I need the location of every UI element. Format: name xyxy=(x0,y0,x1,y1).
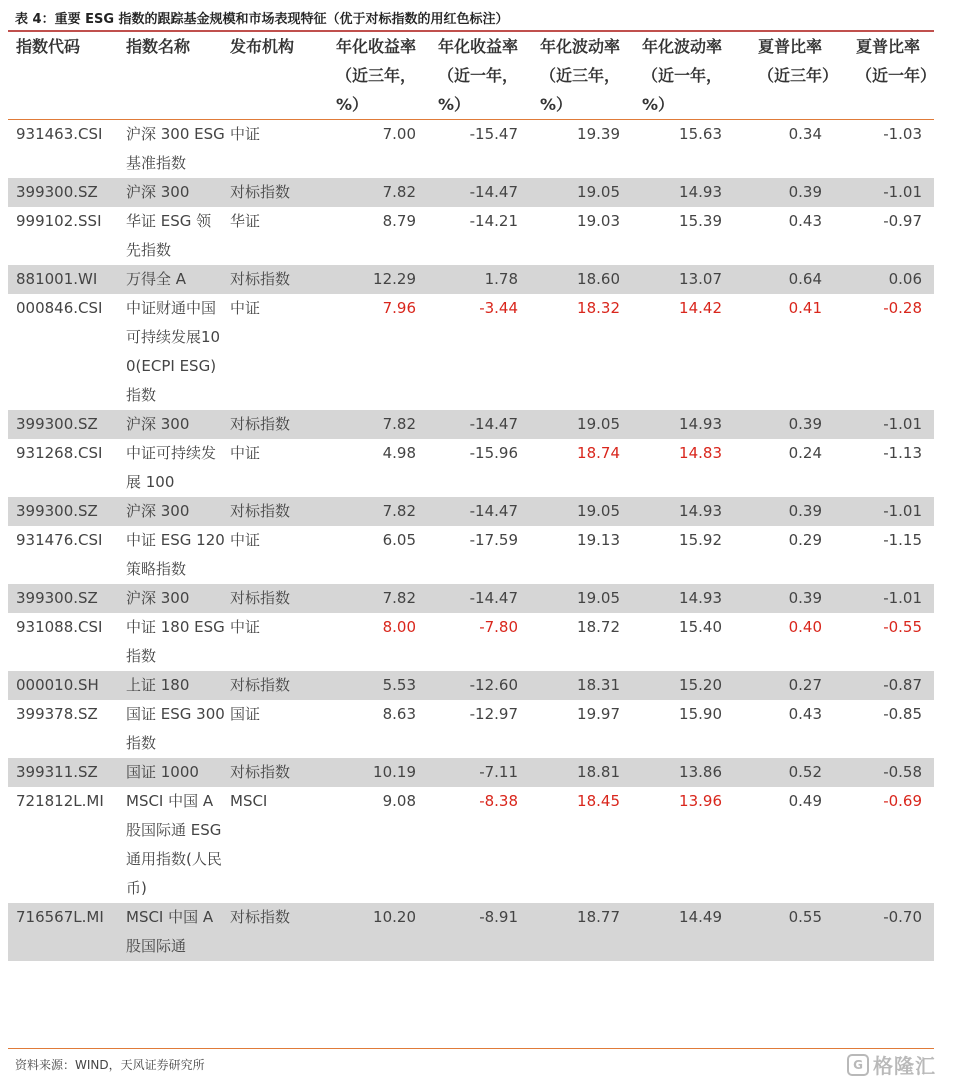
cell-index-code: 931463.CSI xyxy=(16,125,103,143)
cell-sharpe-1y: -0.58 xyxy=(834,758,934,787)
header-return-1y: 年化收益率（近一年，%） xyxy=(428,32,530,120)
table-row xyxy=(8,265,934,294)
cell-sharpe-3y: 0.39 xyxy=(734,410,834,439)
cell-sharpe-3y: 0.43 xyxy=(788,212,822,230)
cell-publisher: 中证 xyxy=(230,531,261,549)
cell-return-1y: -7.80 xyxy=(479,618,518,636)
source-note: 资料来源：WIND，天风证券研究所 xyxy=(15,1058,205,1072)
cell-vol-3y: 18.74 xyxy=(577,444,620,462)
cell-return-1y: -7.11 xyxy=(428,758,530,787)
cell-vol-3y: 19.05 xyxy=(530,178,632,207)
cell-index-code: 399300.SZ xyxy=(8,178,124,207)
table-row xyxy=(8,758,934,787)
cell-vol-1y: 14.93 xyxy=(632,178,734,207)
cell-sharpe-3y: 0.49 xyxy=(788,792,822,810)
cell-sharpe-1y: -0.28 xyxy=(883,299,922,317)
cell-sharpe-3y: 0.24 xyxy=(788,444,822,462)
cell-publisher: 中证 xyxy=(230,299,261,317)
cell-return-3y: 7.82 xyxy=(326,497,428,526)
cell-publisher: 对标指数 xyxy=(226,178,326,207)
cell-return-3y: 7.82 xyxy=(326,178,428,207)
cell-return-1y: -3.44 xyxy=(479,299,518,317)
cell-vol-1y: 14.93 xyxy=(632,497,734,526)
table-row xyxy=(8,787,934,903)
cell-return-1y: -17.59 xyxy=(469,531,518,549)
cell-index-name: 国证 ESG 300 指数 xyxy=(126,705,225,752)
table-header-row xyxy=(8,32,934,120)
cell-vol-1y: 14.42 xyxy=(679,299,722,317)
cell-vol-3y: 18.72 xyxy=(577,618,620,636)
cell-publisher: 国证 xyxy=(230,705,261,723)
cell-index-code: 000846.CSI xyxy=(16,299,103,317)
cell-return-3y: 8.63 xyxy=(382,705,416,723)
header-vol-3y: 年化波动率（近三年，%） xyxy=(530,32,632,120)
cell-publisher: 华证 xyxy=(230,212,261,230)
cell-index-name: MSCI 中国 A 股国际通 xyxy=(124,903,226,961)
cell-publisher: 中证 xyxy=(230,444,261,462)
esg-index-table xyxy=(8,32,937,961)
cell-publisher: 对标指数 xyxy=(226,584,326,613)
cell-return-3y: 7.82 xyxy=(326,584,428,613)
table-row xyxy=(8,410,934,439)
cell-vol-1y: 13.86 xyxy=(632,758,734,787)
cell-sharpe-3y: 0.39 xyxy=(734,497,834,526)
cell-index-code: 399311.SZ xyxy=(8,758,124,787)
cell-return-3y: 12.29 xyxy=(326,265,428,294)
cell-return-3y: 8.00 xyxy=(382,618,416,636)
cell-sharpe-1y: -1.13 xyxy=(883,444,922,462)
cell-publisher: 对标指数 xyxy=(226,671,326,700)
cell-return-3y: 7.96 xyxy=(382,299,416,317)
cell-index-code: 931088.CSI xyxy=(16,618,103,636)
header-vol-1y: 年化波动率（近一年，%） xyxy=(632,32,734,120)
cell-sharpe-3y: 0.39 xyxy=(734,584,834,613)
cell-publisher: 对标指数 xyxy=(226,903,326,961)
cell-index-code: 716567L.MI xyxy=(8,903,124,961)
cell-vol-3y: 19.13 xyxy=(577,531,620,549)
cell-index-name: 国证 1000 xyxy=(124,758,226,787)
cell-index-code: 881001.WI xyxy=(8,265,124,294)
cell-vol-1y: 14.49 xyxy=(632,903,734,961)
cell-vol-1y: 15.63 xyxy=(679,125,722,143)
cell-return-3y: 4.98 xyxy=(382,444,416,462)
cell-vol-3y: 19.05 xyxy=(530,410,632,439)
cell-vol-3y: 19.39 xyxy=(577,125,620,143)
cell-sharpe-1y: -1.03 xyxy=(883,125,922,143)
watermark-icon: G xyxy=(847,1054,869,1076)
cell-vol-3y: 18.81 xyxy=(530,758,632,787)
table-row xyxy=(8,294,934,410)
cell-index-name: 上证 180 xyxy=(124,671,226,700)
cell-return-1y: 1.78 xyxy=(428,265,530,294)
cell-return-3y: 10.20 xyxy=(326,903,428,961)
cell-return-1y: -12.60 xyxy=(428,671,530,700)
cell-index-name: 中证可持续发展 100 xyxy=(126,444,217,491)
cell-sharpe-3y: 0.29 xyxy=(788,531,822,549)
cell-index-code: 721812L.MI xyxy=(16,792,104,810)
cell-sharpe-3y: 0.55 xyxy=(734,903,834,961)
cell-publisher: 对标指数 xyxy=(226,497,326,526)
cell-vol-3y: 19.03 xyxy=(577,212,620,230)
cell-return-1y: -8.38 xyxy=(479,792,518,810)
cell-sharpe-1y: -0.87 xyxy=(834,671,934,700)
cell-vol-3y: 18.77 xyxy=(530,903,632,961)
cell-return-3y: 6.05 xyxy=(382,531,416,549)
table-row xyxy=(8,497,934,526)
cell-publisher: 中证 xyxy=(230,125,261,143)
cell-return-1y: -15.96 xyxy=(469,444,518,462)
cell-vol-3y: 19.05 xyxy=(530,497,632,526)
cell-return-1y: -14.21 xyxy=(469,212,518,230)
cell-index-name: MSCI 中国 A 股国际通 ESG 通用指数(人民币) xyxy=(126,792,222,897)
cell-sharpe-1y: -0.69 xyxy=(883,792,922,810)
header-sharpe-3y: 夏普比率（近三年） xyxy=(734,32,834,120)
cell-publisher: MSCI xyxy=(230,792,268,810)
cell-publisher: 对标指数 xyxy=(226,265,326,294)
cell-return-1y: -14.47 xyxy=(428,584,530,613)
header-return-3y: 年化收益率（近三年，%） xyxy=(326,32,428,120)
table-row xyxy=(8,700,934,758)
cell-index-name: 沪深 300 xyxy=(124,410,226,439)
cell-index-code: 999102.SSI xyxy=(16,212,102,230)
cell-index-name: 中证 ESG 120 策略指数 xyxy=(126,531,225,578)
cell-vol-1y: 14.93 xyxy=(632,410,734,439)
cell-vol-3y: 18.60 xyxy=(530,265,632,294)
cell-index-name: 中证 180 ESG 指数 xyxy=(126,618,225,665)
cell-vol-1y: 13.07 xyxy=(632,265,734,294)
cell-index-name: 沪深 300 xyxy=(124,178,226,207)
header-index-code: 指数代码 xyxy=(8,32,124,120)
cell-index-code: 399378.SZ xyxy=(16,705,98,723)
cell-vol-3y: 19.97 xyxy=(577,705,620,723)
cell-sharpe-1y: -0.70 xyxy=(834,903,934,961)
cell-vol-1y: 14.93 xyxy=(632,584,734,613)
cell-sharpe-3y: 0.39 xyxy=(734,178,834,207)
cell-return-3y: 10.19 xyxy=(326,758,428,787)
cell-sharpe-3y: 0.34 xyxy=(788,125,822,143)
cell-sharpe-3y: 0.41 xyxy=(788,299,822,317)
table-row xyxy=(8,439,934,497)
cell-sharpe-1y: -1.01 xyxy=(834,178,934,207)
cell-vol-1y: 14.83 xyxy=(679,444,722,462)
cell-vol-1y: 15.40 xyxy=(679,618,722,636)
cell-vol-3y: 18.32 xyxy=(577,299,620,317)
cell-index-code: 000010.SH xyxy=(8,671,124,700)
header-index-name: 指数名称 xyxy=(124,32,226,120)
table-row xyxy=(8,584,934,613)
cell-sharpe-3y: 0.40 xyxy=(788,618,822,636)
cell-vol-1y: 15.20 xyxy=(632,671,734,700)
header-publisher: 发布机构 xyxy=(226,32,326,120)
cell-sharpe-3y: 0.43 xyxy=(788,705,822,723)
table-row xyxy=(8,903,934,961)
table-bottom-rule xyxy=(8,1048,934,1049)
cell-vol-1y: 15.39 xyxy=(679,212,722,230)
cell-return-1y: -8.91 xyxy=(428,903,530,961)
table-row xyxy=(8,526,934,584)
cell-return-1y: -14.47 xyxy=(428,410,530,439)
cell-return-3y: 5.53 xyxy=(326,671,428,700)
cell-sharpe-1y: -0.55 xyxy=(883,618,922,636)
cell-return-1y: -14.47 xyxy=(428,497,530,526)
cell-sharpe-1y: -0.85 xyxy=(883,705,922,723)
cell-sharpe-1y: -1.01 xyxy=(834,410,934,439)
cell-publisher: 对标指数 xyxy=(226,410,326,439)
watermark-text: 格隆汇 xyxy=(873,1054,936,1078)
cell-return-3y: 7.82 xyxy=(326,410,428,439)
cell-index-name: 万得全 A xyxy=(124,265,226,294)
cell-return-3y: 7.00 xyxy=(382,125,416,143)
cell-index-name: 中证财通中国可持续发展100(ECPI ESG)指数 xyxy=(126,299,221,404)
cell-vol-1y: 15.92 xyxy=(679,531,722,549)
table-row xyxy=(8,613,934,671)
cell-return-1y: -12.97 xyxy=(469,705,518,723)
cell-vol-3y: 18.31 xyxy=(530,671,632,700)
cell-sharpe-3y: 0.64 xyxy=(734,265,834,294)
cell-index-name: 沪深 300 xyxy=(124,584,226,613)
table-row xyxy=(8,671,934,700)
cell-vol-1y: 15.90 xyxy=(679,705,722,723)
cell-index-code: 399300.SZ xyxy=(8,584,124,613)
cell-publisher: 中证 xyxy=(230,618,261,636)
cell-index-code: 931476.CSI xyxy=(16,531,103,549)
cell-index-name: 沪深 300 xyxy=(124,497,226,526)
cell-index-code: 931268.CSI xyxy=(16,444,103,462)
cell-index-code: 399300.SZ xyxy=(8,410,124,439)
cell-sharpe-3y: 0.52 xyxy=(734,758,834,787)
cell-sharpe-1y: -1.01 xyxy=(834,584,934,613)
cell-sharpe-1y: -1.15 xyxy=(883,531,922,549)
table-row xyxy=(8,178,934,207)
cell-index-name: 华证 ESG 领先指数 xyxy=(126,212,212,259)
cell-index-name: 沪深 300 ESG 基准指数 xyxy=(126,125,225,172)
cell-index-code: 399300.SZ xyxy=(8,497,124,526)
cell-vol-3y: 19.05 xyxy=(530,584,632,613)
cell-vol-3y: 18.45 xyxy=(577,792,620,810)
cell-vol-1y: 13.96 xyxy=(679,792,722,810)
table-row xyxy=(8,120,934,179)
cell-return-1y: -15.47 xyxy=(469,125,518,143)
watermark-logo xyxy=(847,1050,936,1079)
cell-return-1y: -14.47 xyxy=(428,178,530,207)
cell-publisher: 对标指数 xyxy=(226,758,326,787)
table-caption: 表 4：重要 ESG 指数的跟踪基金规模和市场表现特征（优于对标指数的用红色标注） xyxy=(15,12,509,27)
cell-sharpe-1y: 0.06 xyxy=(834,265,934,294)
cell-sharpe-1y: -1.01 xyxy=(834,497,934,526)
cell-sharpe-3y: 0.27 xyxy=(734,671,834,700)
table-row xyxy=(8,207,934,265)
cell-sharpe-1y: -0.97 xyxy=(883,212,922,230)
cell-return-3y: 8.79 xyxy=(382,212,416,230)
table-body xyxy=(8,120,934,962)
header-sharpe-1y: 夏普比率（近一年） xyxy=(834,32,934,120)
cell-return-3y: 9.08 xyxy=(382,792,416,810)
